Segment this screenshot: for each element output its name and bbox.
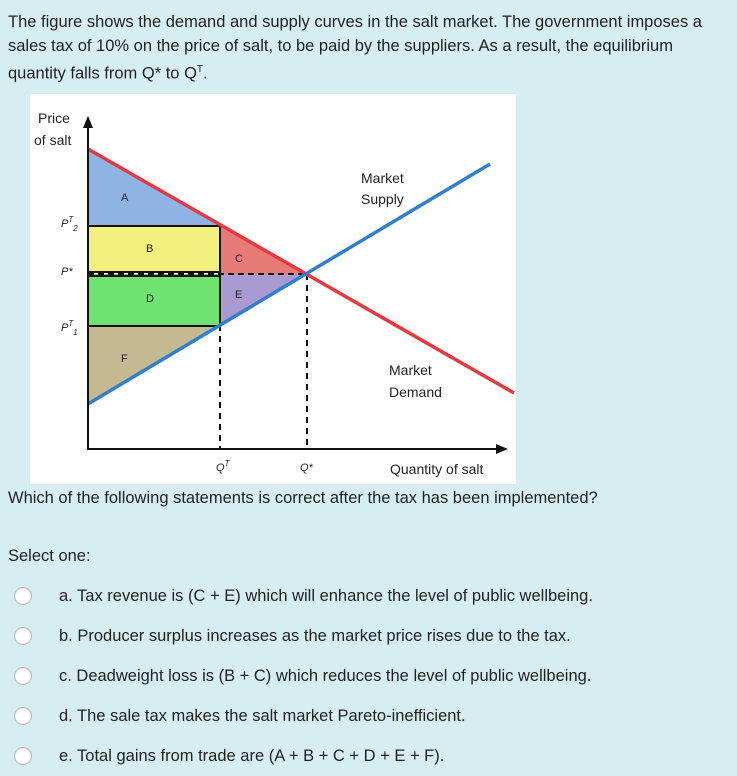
- option-e[interactable]: [14, 736, 734, 776]
- demand-label-2: Demand: [389, 384, 442, 400]
- area-a-label: A: [121, 192, 129, 204]
- select-one-label: Select one:: [8, 547, 91, 565]
- supply-demand-figure: [30, 94, 516, 484]
- supply-label: Market: [361, 170, 404, 186]
- area-b-label: B: [146, 243, 154, 255]
- x-axis-arrow: [496, 444, 508, 454]
- area-d-label: D: [146, 293, 154, 305]
- x-axis-label: Quantity of salt: [390, 461, 484, 477]
- option-c-label[interactable]: c. Deadweight loss is (B + C) which reduces the level of public wellbeing.: [59, 667, 592, 685]
- option-e-radio[interactable]: [14, 747, 32, 765]
- area-e-label: E: [235, 289, 243, 301]
- option-c[interactable]: [14, 656, 734, 696]
- option-d-label[interactable]: d. The sale tax makes the salt market Pareto-inefficient.: [59, 707, 466, 725]
- option-b-label[interactable]: b. Producer surplus increases as the market price rises due to the tax.: [59, 627, 571, 645]
- option-a-radio[interactable]: [14, 587, 32, 605]
- prompt-text: Which of the following statements is correct after the tax has been implemented?: [8, 489, 598, 507]
- option-d[interactable]: [14, 696, 734, 736]
- answer-options: [14, 576, 734, 776]
- y-axis-label: Price: [38, 110, 70, 126]
- area-f-label: F: [121, 353, 128, 365]
- y-axis-label-2: of salt: [34, 132, 72, 148]
- option-b[interactable]: [14, 616, 734, 656]
- y-axis-arrow: [83, 116, 93, 128]
- option-a[interactable]: [14, 576, 734, 616]
- option-b-radio[interactable]: [14, 627, 32, 645]
- option-a-label[interactable]: a. Tax revenue is (C + E) which will enhance the level of public wellbeing.: [59, 587, 593, 605]
- area-d-region: [88, 274, 220, 326]
- demand-label: Market: [389, 362, 432, 378]
- option-e-label[interactable]: e. Total gains from trade are (A + B + C + D + E + F).: [59, 747, 445, 765]
- area-c-label: C: [235, 253, 243, 265]
- qty-qstar-label: Q*: [300, 462, 313, 474]
- option-c-radio[interactable]: [14, 667, 32, 685]
- option-d-radio[interactable]: [14, 707, 32, 725]
- price-p1-label: $P^T_1$: [61, 319, 78, 337]
- price-pstar-label: P*: [61, 266, 73, 278]
- qty-qt-label: $Q^T$: [216, 459, 230, 474]
- price-p2-label: $P^T_2$: [61, 215, 78, 233]
- question-text: The figure shows the demand and supply curves in the salt market. The government imposes a sales tax of 10% on the price of salt, to be paid by the suppliers. As a result, the equilibrium quantity falls from Q* to $Q^T$.: [8, 13, 702, 83]
- supply-label-2: Supply: [361, 191, 404, 207]
- area-b-region: [88, 226, 220, 272]
